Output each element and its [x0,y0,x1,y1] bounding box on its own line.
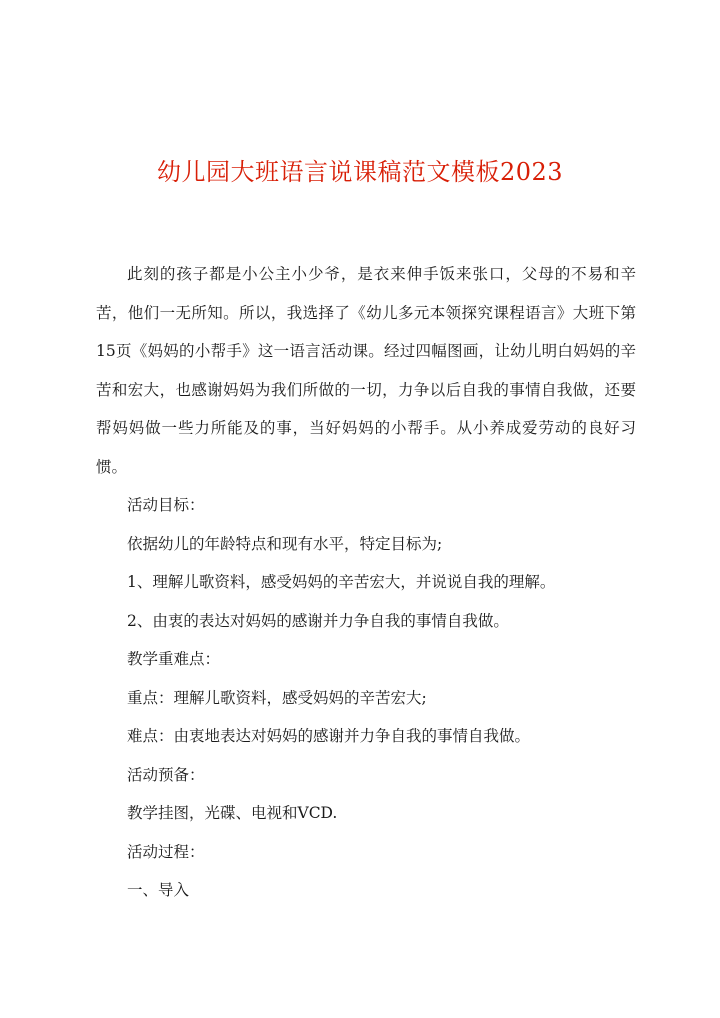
goal-item-1: 1、理解儿歌资料，感受妈妈的辛苦宏大，并说说自我的理解。 [127,573,556,591]
document-title: 幼儿园大班语言说课稿范文模板2023 [156,158,564,186]
section-heading-process: 活动过程： [127,842,205,861]
section-heading-goals: 活动目标： [127,496,205,514]
section-heading-key-points: 教学重难点： [127,650,221,668]
key-point-line: 重点：理解儿歌资料，感受妈妈的辛苦宏大; [127,688,427,707]
goal-item-2: 2、由衷的表达对妈妈的感谢并力争自我的事情自我做。 [127,611,509,630]
goals-intro-line: 依据幼儿的年龄特点和现有水平，特定目标为; [127,534,443,553]
preparation-line: 教学挂图，光碟、电视和VCD. [127,804,338,822]
intro-paragraph: 此刻的孩子都是小公主小少爷，是衣来伸手饭来张口，父母的不易和辛苦，他们一无所知。所以，我选择了《幼儿多元本领探究课程语言》大班下第15页《妈妈的小帮手》这一语言活动课。经过四幅图画，让幼儿明白妈妈的辛苦和宏大，也感谢妈妈为我们所做的一切，力争以后自我的事情自我做，还要帮妈妈做一些力所能及的事，当好妈妈的小帮手。从小养成爱劳动的良好习惯。 [96,265,636,476]
document-body [96,255,636,910]
process-step-1: 一、导入 [127,881,190,899]
section-heading-preparation: 活动预备： [127,765,205,784]
difficult-point-line: 难点：由衷地表达对妈妈的感谢并力争自我的事情自我做。 [127,727,531,745]
